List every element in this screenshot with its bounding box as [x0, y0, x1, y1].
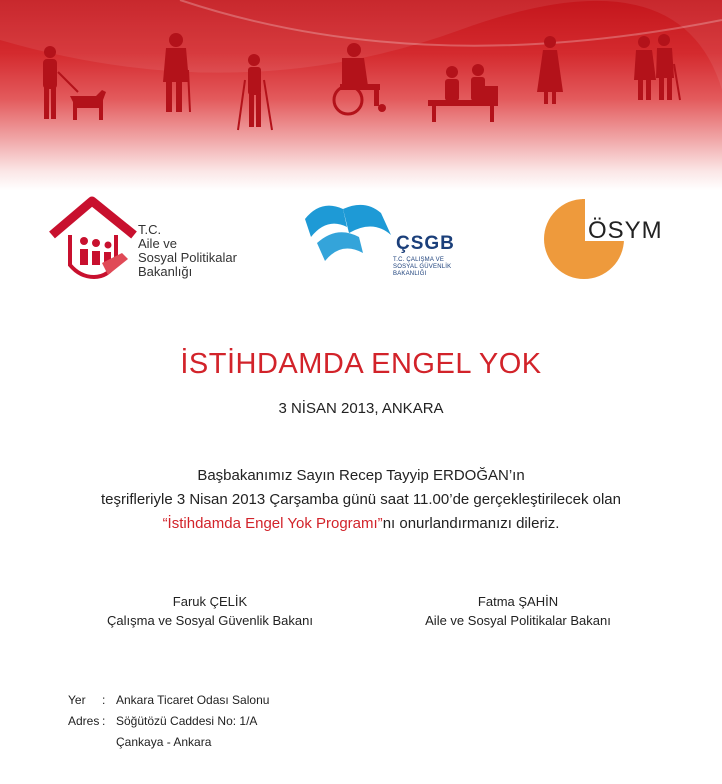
venue-info [68, 690, 269, 753]
osym-logo [540, 195, 710, 285]
address-value: Söğütözü Caddesi No: 1/A [116, 714, 258, 728]
place-separator: : [102, 693, 106, 707]
event-title: İSTİHDAMDA ENGEL YOK [180, 348, 542, 380]
aile-line4: Bakanlığı [138, 264, 193, 279]
csgb-sub2: SOSYAL GÜVENLİK [393, 264, 452, 270]
address-separator: : [102, 714, 106, 728]
address-indent-sep [102, 732, 116, 753]
venue-address-row [68, 711, 269, 732]
osym-name: ÖSYM [588, 217, 663, 244]
csgb-name: ÇSGB [396, 233, 455, 254]
program-name: “İstihdamda Engel Yok Programı” [162, 515, 383, 532]
invitation-line3 [0, 512, 722, 536]
aile-line3: Sosyal Politikalar [138, 250, 237, 265]
csgb-sub1: T.C. ÇALIŞMA VE [393, 257, 445, 263]
invitation-text [0, 464, 722, 536]
invitation-line2: teşrifleriyle 3 Nisan 2013 Çarşamba günü saat 11.00’de gerçekleştirilecek olan [100, 491, 621, 508]
csgb-wave-icon [303, 197, 398, 267]
place-label: Yer [68, 693, 86, 707]
place-value: Ankara Ticaret Odası Salonu [116, 693, 270, 707]
logo-row [0, 185, 722, 295]
address-label: Adres [68, 714, 100, 728]
aile-logo-text [138, 223, 237, 279]
header-banner [0, 0, 722, 190]
csgb-subtext [393, 257, 451, 278]
address-indent [68, 732, 102, 753]
family-house-icon [48, 193, 138, 283]
signatory-title: Aile ve Sosyal Politikalar Bakanı [425, 613, 611, 628]
signatory-right [388, 592, 648, 630]
signatory-left [80, 592, 340, 630]
csgb-sub3: BAKANLIĞI [393, 271, 427, 277]
aile-line1: T.C. [138, 222, 162, 237]
venue-place-row [68, 690, 269, 711]
invitation-line1: Başbakanımız Sayın Recep Tayyip ERDOĞAN’ın [197, 467, 525, 484]
address-city: Çankaya - Ankara [116, 735, 212, 749]
signatory-title: Çalışma ve Sosyal Güvenlik Bakanı [107, 613, 313, 628]
invitation-line3-tail: nı onurlandırmanızı dileriz. [382, 515, 560, 532]
event-date: 3 NİSAN 2013, ANKARA [278, 400, 444, 417]
aile-sosyal-politikalar-logo [48, 193, 268, 283]
people-silhouettes-illustration [0, 0, 722, 190]
aile-line2: Aile ve [138, 236, 178, 251]
signatory-name: Faruk ÇELİK [172, 594, 248, 609]
csgb-logo [300, 193, 500, 283]
venue-address-row2 [68, 732, 269, 753]
signatory-name: Fatma ŞAHİN [477, 594, 559, 609]
